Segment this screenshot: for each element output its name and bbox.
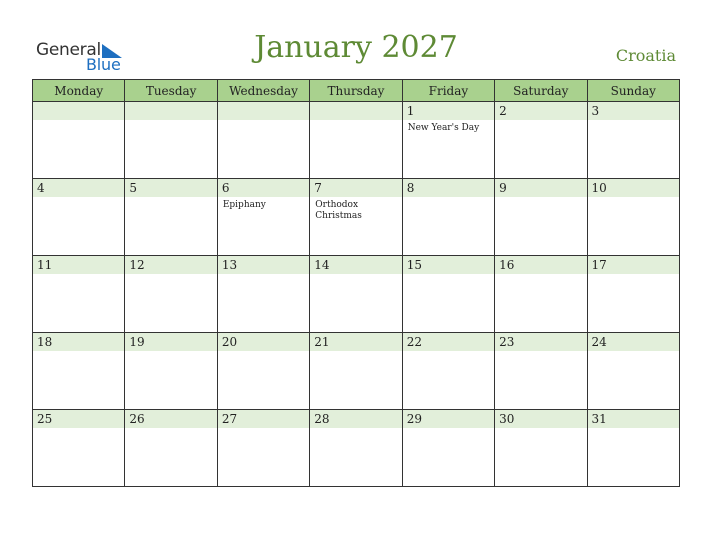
- day-number: 3: [588, 102, 679, 120]
- day-cell: [310, 256, 402, 333]
- day-number: 23: [495, 333, 586, 351]
- day-cell: [217, 333, 309, 410]
- day-number: [310, 102, 401, 120]
- day-cell: [495, 179, 587, 256]
- day-cell: [125, 256, 217, 333]
- day-cell: [33, 256, 125, 333]
- day-number: 8: [403, 179, 494, 197]
- weekday-header: Thursday: [310, 80, 402, 102]
- day-number: 4: [33, 179, 124, 197]
- day-cell: [33, 410, 125, 487]
- weekday-header: Tuesday: [125, 80, 217, 102]
- day-cell: [125, 179, 217, 256]
- day-number: 15: [403, 256, 494, 274]
- day-number: 27: [218, 410, 309, 428]
- day-cell: [310, 179, 402, 256]
- day-number: 22: [403, 333, 494, 351]
- logo-text-general: General: [36, 40, 101, 60]
- day-cell: [217, 102, 309, 179]
- day-number: 2: [495, 102, 586, 120]
- day-cell: [587, 256, 679, 333]
- weekday-header: Sunday: [587, 80, 679, 102]
- day-number: 14: [310, 256, 401, 274]
- day-number: 6: [218, 179, 309, 197]
- day-number: 13: [218, 256, 309, 274]
- day-number: 30: [495, 410, 586, 428]
- country-label: Croatia: [615, 46, 676, 65]
- day-number: [33, 102, 124, 120]
- weekday-header: Saturday: [495, 80, 587, 102]
- day-cell: [587, 102, 679, 179]
- week-row: [33, 179, 680, 256]
- weekday-header: Wednesday: [217, 80, 309, 102]
- day-cell: [495, 333, 587, 410]
- day-number: 10: [588, 179, 679, 197]
- weekday-header-row: [33, 80, 680, 102]
- day-cell: [33, 333, 125, 410]
- logo-text-blue: Blue: [86, 55, 121, 74]
- day-cell: [125, 102, 217, 179]
- day-number: [218, 102, 309, 120]
- day-number: 5: [125, 179, 216, 197]
- day-cell: [402, 410, 494, 487]
- week-row: [33, 256, 680, 333]
- day-cell: [587, 410, 679, 487]
- day-number: 20: [218, 333, 309, 351]
- weekday-header: Friday: [402, 80, 494, 102]
- day-cell: [495, 256, 587, 333]
- day-cell: [402, 102, 494, 179]
- week-row: [33, 333, 680, 410]
- day-number: 9: [495, 179, 586, 197]
- holiday-label: New Year's Day: [407, 123, 480, 133]
- day-number: 26: [125, 410, 216, 428]
- day-cell: [125, 333, 217, 410]
- day-cell: [587, 333, 679, 410]
- day-number: 29: [403, 410, 494, 428]
- day-cell: [217, 256, 309, 333]
- day-cell: [402, 179, 494, 256]
- day-cell: [587, 179, 679, 256]
- day-number: 11: [33, 256, 124, 274]
- day-cell: [33, 179, 125, 256]
- weekday-header: Monday: [33, 80, 125, 102]
- day-number: 12: [125, 256, 216, 274]
- day-number: 24: [588, 333, 679, 351]
- day-number: 17: [588, 256, 679, 274]
- day-number: 1: [403, 102, 494, 120]
- day-number: 18: [33, 333, 124, 351]
- holiday-label: Orthodox Christmas: [315, 200, 362, 221]
- day-cell: [402, 333, 494, 410]
- day-cell: [495, 410, 587, 487]
- day-cell: [125, 410, 217, 487]
- day-number: 28: [310, 410, 401, 428]
- day-cell: [33, 102, 125, 179]
- day-cell: [217, 179, 309, 256]
- day-cell: [310, 102, 402, 179]
- day-cell: [310, 333, 402, 410]
- day-number: 21: [310, 333, 401, 351]
- day-cell: [310, 410, 402, 487]
- day-cell: [402, 256, 494, 333]
- day-number: 25: [33, 410, 124, 428]
- calendar-grid: [32, 79, 680, 487]
- day-cell: [217, 410, 309, 487]
- day-number: 19: [125, 333, 216, 351]
- day-number: [125, 102, 216, 120]
- week-row: [33, 410, 680, 487]
- day-number: 31: [588, 410, 679, 428]
- week-row: [33, 102, 680, 179]
- day-number: 16: [495, 256, 586, 274]
- calendar-title: January 2027: [254, 30, 458, 65]
- holiday-label: Epiphany: [222, 200, 266, 210]
- day-cell: [495, 102, 587, 179]
- day-number: 7: [310, 179, 401, 197]
